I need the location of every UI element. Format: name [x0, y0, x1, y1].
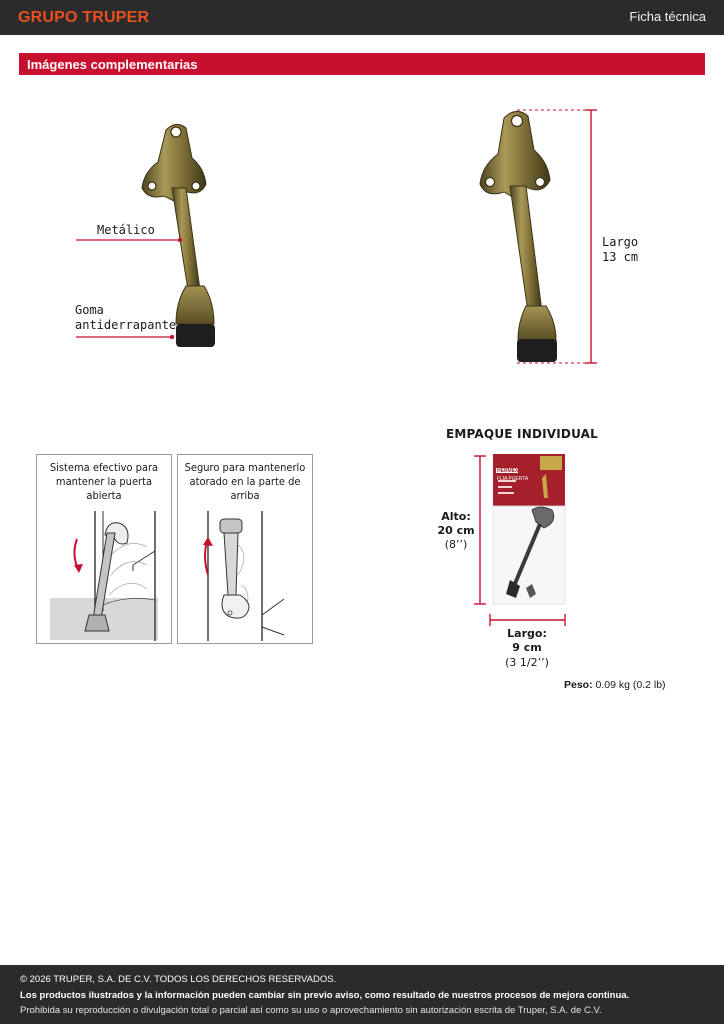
package-length-label: Largo: [507, 627, 547, 640]
usage-illustration-2 [178, 455, 314, 645]
package-weight-label: Peso: [564, 679, 593, 691]
package-weight [564, 679, 666, 691]
length-value: 13 cm [602, 250, 639, 264]
length-label: Largo [602, 235, 639, 249]
package-height-value: 20 cm [437, 524, 475, 537]
usage-panel-locked-up [177, 454, 313, 644]
package-card-name: FIJA PUERTA [497, 476, 529, 482]
usage-caption-2: Seguro para mantenerlo atorado en la parte de arriba [184, 461, 306, 502]
package-height-inch: (8’’) [444, 538, 468, 551]
footer [0, 965, 724, 1024]
package-height-label: Alto: [441, 510, 471, 523]
section-title: Imágenes complementarias [27, 57, 198, 72]
usage-panel-open-door [36, 454, 172, 644]
section-header [19, 53, 705, 75]
package-length-inch: (3 1/2’’) [505, 656, 549, 669]
document-type: Ficha técnica [629, 9, 706, 24]
top-bar [0, 0, 724, 35]
footer-notice: Los productos ilustrados y la información pueden cambiar sin previo aviso, como resultado de nuestros procesos de mejora continua. [20, 990, 630, 1001]
package-weight-value: 0.09 kg (0.2 lb) [595, 679, 666, 691]
package-title: EMPAQUE INDIVIDUAL [446, 427, 598, 441]
package-card-brand: HERMEX [497, 468, 519, 474]
footer-legal: Prohibida su reproducción o divulgación total o parcial así como su uso o aprovechamiento sin autorización escrita de Truper, S.A. de C.V. [20, 1005, 602, 1016]
package-length-value: 9 cm [512, 641, 542, 654]
callout-rubber-line2: antiderrapante [75, 318, 177, 332]
footer-copyright: © 2026 TRUPER, S.A. DE C.V. TODOS LOS DERECHOS RESERVADOS. [20, 974, 337, 985]
usage-illustration-1 [37, 455, 173, 645]
length-dimension-line [515, 106, 605, 368]
callout-rubber-line1: Goma [75, 303, 104, 317]
usage-caption-1: Sistema efectivo para mantener la puerta abierta [49, 461, 159, 502]
brand-logo: GRUPO TRUPER [18, 9, 150, 26]
callout-metal: Metálico [97, 223, 155, 237]
